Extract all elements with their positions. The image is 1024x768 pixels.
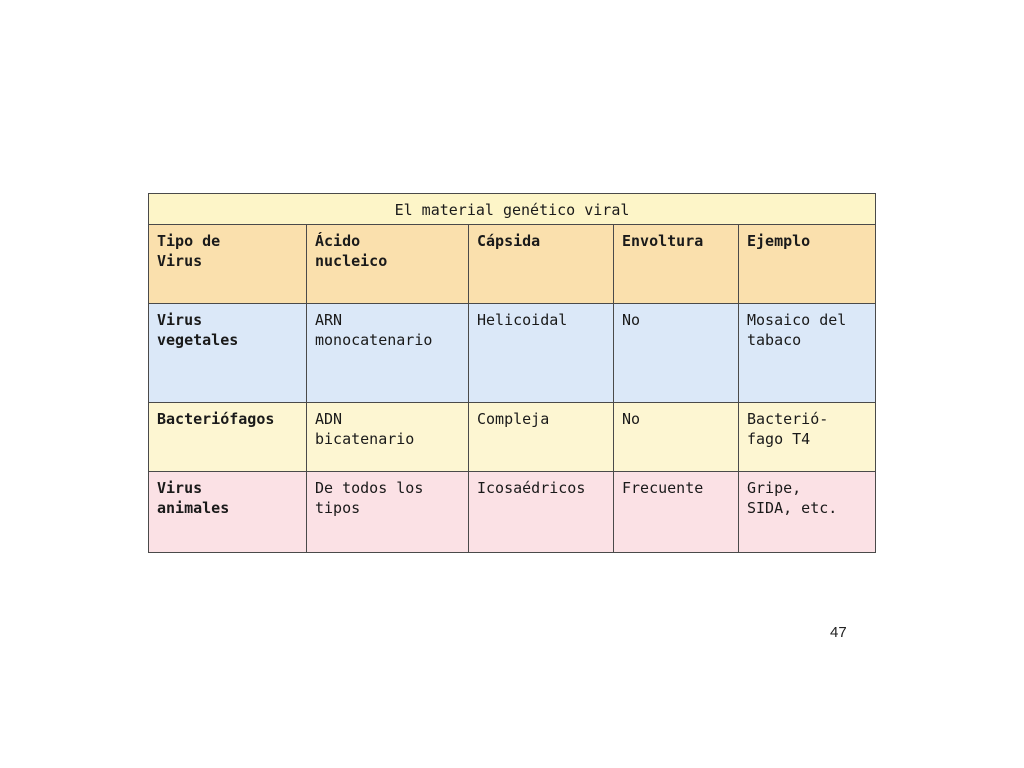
header-cell-capsida: Cápsida — [469, 225, 614, 304]
row-label-cell: Virus vegetales — [149, 304, 307, 403]
header-cell-ejemplo: Ejemplo — [739, 225, 876, 304]
table-cell: Frecuente — [614, 472, 739, 553]
header-cell-acido: Ácido nucleico — [307, 225, 469, 304]
table-cell: No — [614, 304, 739, 403]
table-cell: ARN monocatenario — [307, 304, 469, 403]
genetic-material-table — [148, 193, 876, 553]
row-label-cell: Virus animales — [149, 472, 307, 553]
header-cell-tipo: Tipo de Virus — [149, 225, 307, 304]
table-title-row — [149, 194, 876, 225]
table-row — [149, 304, 876, 403]
table-cell: Helicoidal — [469, 304, 614, 403]
table-cell: Bacterió- fago T4 — [739, 403, 876, 472]
table-title: El material genético viral — [149, 194, 876, 225]
table-cell: Icosaédricos — [469, 472, 614, 553]
table-row — [149, 472, 876, 553]
table-row — [149, 403, 876, 472]
genetic-material-table-wrapper — [148, 193, 875, 553]
table-cell: Compleja — [469, 403, 614, 472]
table-cell: Mosaico del tabaco — [739, 304, 876, 403]
table-header-row — [149, 225, 876, 304]
table-cell: De todos los tipos — [307, 472, 469, 553]
row-label-cell: Bacteriófagos — [149, 403, 307, 472]
table-cell: Gripe, SIDA, etc. — [739, 472, 876, 553]
header-cell-envoltura: Envoltura — [614, 225, 739, 304]
table-cell: No — [614, 403, 739, 472]
page-number: 47 — [830, 624, 847, 641]
table-cell: ADN bicatenario — [307, 403, 469, 472]
